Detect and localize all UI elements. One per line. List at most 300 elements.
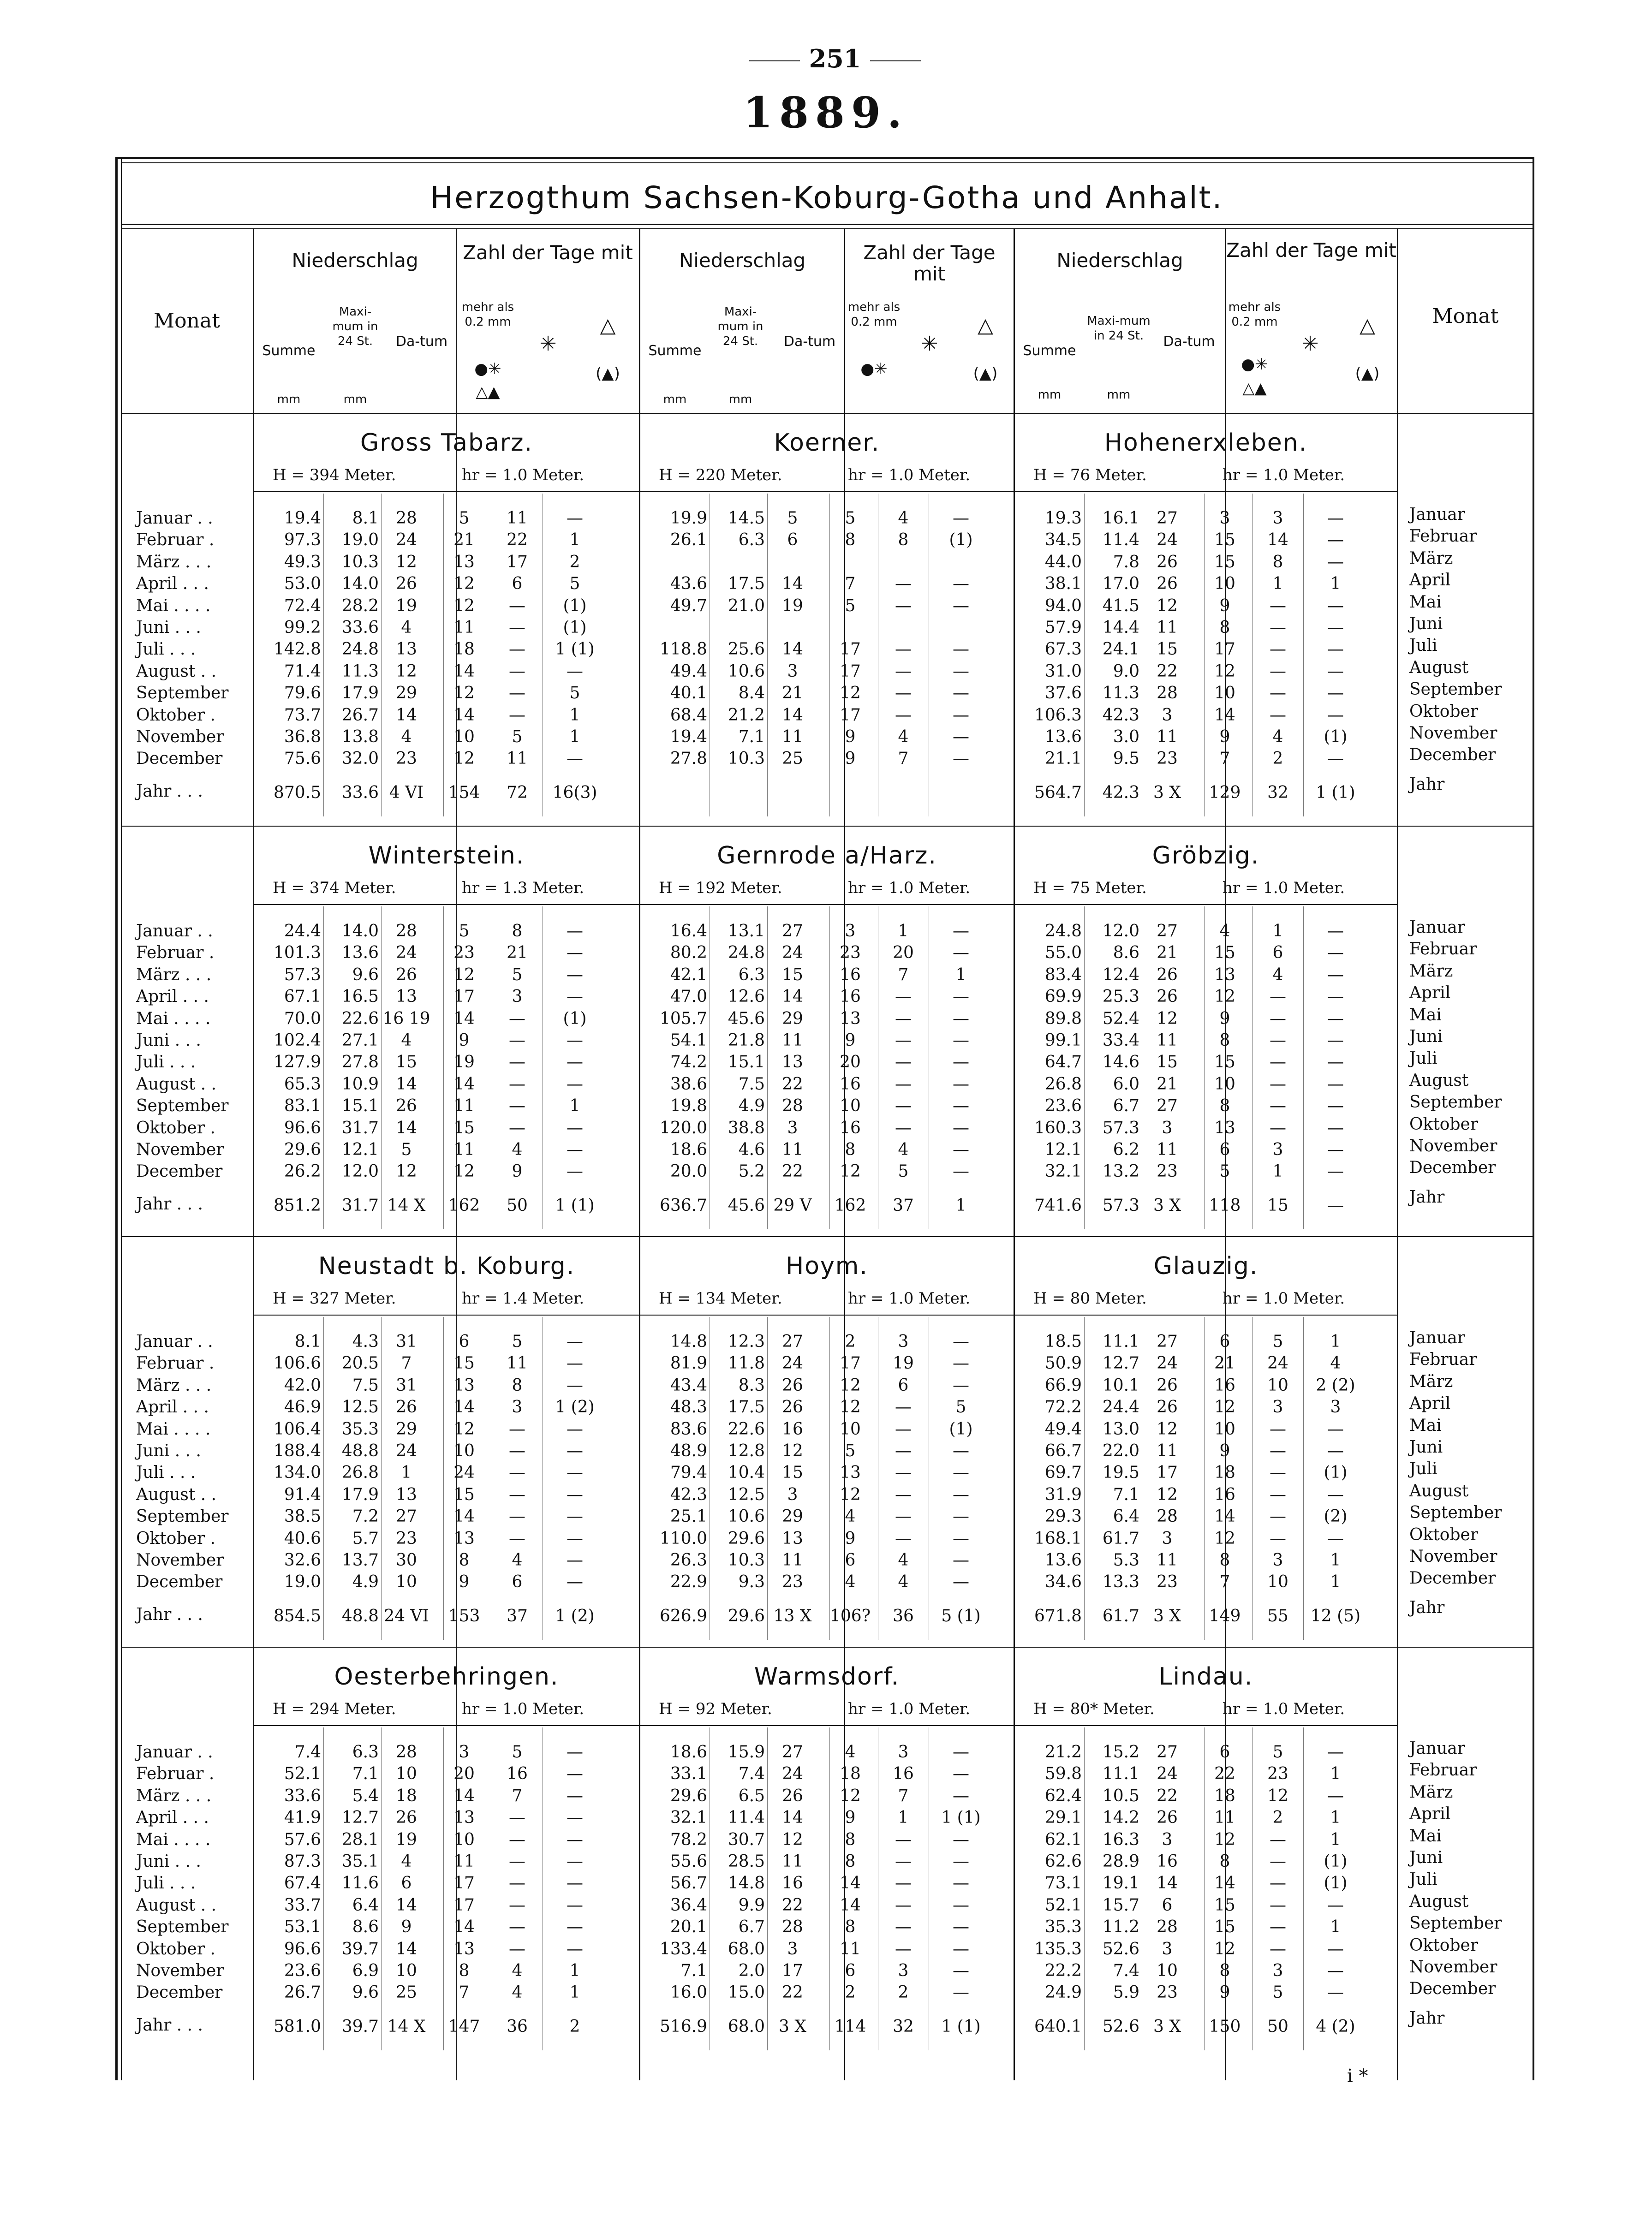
table-cell: 13 — [1214, 965, 1235, 984]
station-name: Lindau. — [1158, 1663, 1253, 1691]
table-cell: 27 — [1157, 1332, 1178, 1351]
table-cell: 120.0 — [659, 1118, 707, 1137]
station-hr: hr = 1.0 Meter. — [848, 879, 971, 897]
table-cell: 26.7 — [284, 1983, 321, 2002]
jahr-cell: 50 — [507, 1196, 528, 1215]
table-cell: 14 — [396, 1939, 417, 1959]
mehr-als-header: mehr als 0.2 mm — [461, 300, 514, 329]
jahr-cell: 36 — [893, 1607, 914, 1626]
table-cell: 26 — [396, 1096, 417, 1116]
hail-icon: △ — [1360, 314, 1375, 337]
table-cell: — — [1327, 1743, 1344, 1762]
table-cell: 12 — [1157, 1485, 1178, 1504]
table-cell: — — [953, 1096, 969, 1116]
table-cell: 17 — [840, 661, 861, 681]
table-cell: — — [953, 1463, 969, 1483]
table-cell: — — [509, 640, 525, 659]
month-label-right: Januar — [1409, 1328, 1465, 1347]
table-cell: 12 — [453, 965, 475, 984]
table-cell: 19.4 — [284, 509, 321, 528]
table-cell: 12 — [1157, 1419, 1178, 1439]
month-label-right: Juli — [1409, 1459, 1437, 1479]
jahr-cell: 581.0 — [273, 2017, 321, 2036]
table-cell: 21 — [1157, 1074, 1178, 1094]
table-cell: — — [509, 1118, 525, 1137]
table-cell: 12 — [1214, 1830, 1235, 1849]
table-cell: 15 — [1214, 1917, 1235, 1937]
table-cell: — — [1270, 1485, 1286, 1504]
table-cell: 135.3 — [1034, 1939, 1082, 1959]
jahr-cell: 1 (2) — [555, 1607, 595, 1626]
table-cell: 3.0 — [1113, 727, 1139, 746]
table-cell: 46.9 — [284, 1398, 321, 1417]
table-cell: 1 — [569, 530, 580, 550]
table-cell: 91.4 — [284, 1485, 321, 1504]
elev-rule — [254, 1725, 1397, 1726]
table-cell: — — [953, 1874, 969, 1893]
table-cell: 94.0 — [1044, 596, 1082, 615]
table-cell: 35.3 — [1044, 1917, 1082, 1937]
table-cell: 13 — [840, 1009, 861, 1028]
table-cell: 26 — [1157, 1808, 1178, 1828]
table-cell: 6.3 — [738, 530, 765, 550]
table-cell: 23 — [396, 1529, 417, 1548]
table-cell: 22 — [1214, 1764, 1235, 1784]
table-cell: — — [509, 705, 525, 725]
month-label-right: Juni — [1409, 1848, 1443, 1867]
table-cell: 17 — [1157, 1463, 1178, 1483]
table-cell: — — [567, 749, 583, 768]
table-cell: 42.3 — [670, 1485, 707, 1504]
jahr-cell: 854.5 — [273, 1607, 321, 1626]
table-cell: 22 — [782, 1983, 803, 2002]
month-label-right: December — [1409, 745, 1496, 765]
table-cell: 29.1 — [1044, 1808, 1082, 1828]
table-cell: 6 — [512, 1572, 523, 1592]
month-label-left: Oktober . — [136, 705, 215, 725]
station-name: Neustadt b. Koburg. — [318, 1252, 575, 1280]
table-cell: 57.6 — [284, 1830, 321, 1849]
month-label-right: April — [1409, 983, 1451, 1003]
table-cell: 10 — [396, 1572, 417, 1592]
table-cell: — — [953, 1031, 969, 1050]
table-cell: — — [1270, 1529, 1286, 1548]
table-cell: 9.9 — [738, 1895, 765, 1915]
table-cell: 26.1 — [670, 530, 707, 550]
table-cell: 11.8 — [728, 1354, 765, 1373]
table-cell: 8.1 — [294, 1332, 321, 1351]
table-cell: 11 — [782, 1140, 803, 1159]
frame-under-title-1 — [121, 224, 1533, 225]
jahr-cell: 29.6 — [728, 1607, 765, 1626]
table-cell: — — [1270, 1895, 1286, 1915]
table-cell: 12 — [840, 1398, 861, 1417]
table-cell: 3 — [787, 1485, 798, 1504]
month-label-left: April . . . — [136, 574, 209, 594]
table-cell: 14 — [1267, 530, 1288, 550]
table-cell: — — [567, 1786, 583, 1805]
table-cell: 53.0 — [284, 574, 321, 594]
datum-header: Da-tum — [783, 333, 836, 350]
table-cell: 25 — [782, 749, 803, 768]
table-cell: 13 — [453, 1376, 475, 1395]
table-cell: 10 — [1157, 1961, 1178, 1980]
table-cell: 142.8 — [273, 640, 321, 659]
table-cell: 9 — [1219, 596, 1230, 615]
station-hr: hr = 1.0 Meter. — [1223, 1289, 1345, 1308]
table-cell: 18.5 — [1044, 1332, 1082, 1351]
table-cell: 5 — [401, 1140, 412, 1159]
table-cell: — — [509, 596, 525, 615]
jahr-cell: 870.5 — [273, 783, 321, 802]
month-label-right: Mai — [1409, 1826, 1442, 1846]
table-cell: — — [1327, 1140, 1344, 1159]
table-cell: 8.6 — [1113, 943, 1139, 963]
table-cell: — — [953, 1053, 969, 1072]
table-cell: — — [953, 922, 969, 941]
table-cell: 36.8 — [284, 727, 321, 746]
table-cell: 6.3 — [738, 965, 765, 984]
table-cell: 5 — [512, 965, 523, 984]
table-cell: 3 — [512, 1398, 523, 1417]
table-cell: — — [1270, 1874, 1286, 1893]
table-cell: 5 — [512, 1743, 523, 1762]
month-label-right: November — [1409, 724, 1497, 743]
table-cell: 8 — [512, 922, 523, 941]
table-cell: 13 — [782, 1053, 803, 1072]
month-label-left: Februar . — [136, 1764, 215, 1784]
table-cell: 10.4 — [728, 1463, 765, 1483]
table-cell: — — [953, 1572, 969, 1592]
station-elevation: H = 75 Meter. — [1033, 879, 1147, 897]
table-cell: 14 — [453, 1917, 475, 1937]
table-cell: 28 — [782, 1096, 803, 1116]
table-cell: 12.3 — [728, 1332, 765, 1351]
table-cell: — — [567, 1507, 583, 1526]
table-cell: 45.6 — [728, 1009, 765, 1028]
table-cell: — — [895, 640, 912, 659]
table-cell: 29 — [782, 1507, 803, 1526]
table-cell: — — [895, 684, 912, 703]
jahr-cell: 14 X — [387, 1196, 426, 1215]
month-label-right: Juli — [1409, 636, 1437, 655]
table-cell: — — [1327, 1961, 1344, 1980]
month-label-left: August . . — [136, 1895, 217, 1915]
table-cell: 16.1 — [1102, 509, 1139, 528]
table-cell: 8 — [1219, 1961, 1230, 1980]
table-cell: 11 — [1157, 618, 1178, 637]
month-label-right: März — [1409, 961, 1453, 981]
table-cell: — — [509, 1808, 525, 1828]
table-cell: 9.5 — [1113, 749, 1139, 768]
table-cell: 2 (2) — [1316, 1376, 1355, 1395]
table-cell: 24.1 — [1102, 640, 1139, 659]
table-cell: 17.0 — [1102, 574, 1139, 594]
jahr-cell: 3 X — [1153, 2017, 1181, 2036]
snow-icon: ✳ — [921, 332, 938, 356]
table-cell: 12 — [1214, 1398, 1235, 1417]
table-cell: 11 — [507, 509, 528, 528]
table-cell: 7.4 — [738, 1764, 765, 1784]
table-cell: 2 — [898, 1983, 909, 2002]
table-cell: — — [953, 1895, 969, 1915]
table-cell: 43.6 — [670, 574, 707, 594]
station-elevation: H = 374 Meter. — [273, 879, 396, 897]
table-cell: 8.4 — [738, 684, 765, 703]
table-cell: 101.3 — [273, 943, 321, 963]
table-cell: 13.8 — [341, 727, 379, 746]
table-cell: 10 — [1214, 1074, 1235, 1094]
table-cell: 14 — [453, 1009, 475, 1028]
table-cell: — — [895, 1917, 912, 1937]
table-cell: 29.6 — [670, 1786, 707, 1805]
table-cell: — — [1327, 1118, 1344, 1137]
table-cell: 5 — [898, 1162, 909, 1181]
table-cell: — — [953, 1507, 969, 1526]
table-cell: 17 — [840, 1354, 861, 1373]
table-cell: 16 19 — [382, 1009, 430, 1028]
table-cell: 2 — [1272, 1808, 1283, 1828]
table-cell: — — [1270, 596, 1286, 615]
table-cell: — — [1327, 596, 1344, 615]
station-name: Warmsdorf. — [754, 1663, 900, 1691]
table-cell: 4 — [401, 1852, 412, 1871]
table-cell: 14 — [396, 705, 417, 725]
table-cell: 21.1 — [1044, 749, 1082, 768]
table-cell: 24.8 — [341, 640, 379, 659]
table-cell: 5.4 — [352, 1786, 379, 1805]
sep-station2-3 — [1014, 229, 1015, 2080]
jahr-cell: 14 X — [387, 2017, 426, 2036]
table-cell: 3 — [1330, 1398, 1341, 1417]
table-cell: 6.9 — [352, 1961, 379, 1980]
table-cell: 3 — [1272, 1140, 1283, 1159]
month-label-right: Juni — [1409, 614, 1443, 633]
table-cell: 3 — [1272, 1961, 1283, 1980]
table-cell: 33.1 — [670, 1764, 707, 1784]
jahr-label-left: Jahr . . . — [136, 1195, 203, 1214]
month-label-left: September — [136, 1507, 229, 1526]
table-cell: 27 — [1157, 1096, 1178, 1116]
hail-paren-icon: (▲) — [973, 364, 998, 383]
table-cell: 6 — [845, 1961, 856, 1980]
month-label-left: April . . . — [136, 1808, 209, 1828]
table-cell: — — [895, 1096, 912, 1116]
table-cell: 13 — [396, 640, 417, 659]
table-cell: — — [509, 1507, 525, 1526]
table-cell: 5 — [845, 1441, 856, 1460]
table-cell: 6 — [1272, 943, 1283, 963]
month-label-left: Januar . . — [136, 922, 213, 941]
table-cell: 69.9 — [1044, 987, 1082, 1006]
table-cell: — — [895, 661, 912, 681]
month-label-right: Januar — [1409, 918, 1465, 937]
month-label-left: August . . — [136, 1074, 217, 1094]
table-cell: 3 — [459, 1743, 470, 1762]
table-cell: 9 — [845, 749, 856, 768]
table-cell: 12 — [782, 1441, 803, 1460]
table-cell: 3 — [787, 1118, 798, 1137]
table-cell: 31.9 — [1044, 1485, 1082, 1504]
table-cell: 8 — [459, 1551, 470, 1570]
table-cell: 14.8 — [728, 1874, 765, 1893]
table-cell: 1 — [1330, 1917, 1341, 1937]
table-cell: 28 — [396, 922, 417, 941]
table-cell: — — [509, 618, 525, 637]
table-cell: 67.4 — [284, 1874, 321, 1893]
table-cell: 7 — [898, 1786, 909, 1805]
jahr-cell: 636.7 — [659, 1196, 707, 1215]
table-cell: 27 — [1157, 1743, 1178, 1762]
column-rule — [1303, 1727, 1304, 2050]
table-cell: 80.2 — [670, 943, 707, 963]
table-cell: — — [1270, 1463, 1286, 1483]
table-cell: — — [567, 1874, 583, 1893]
jahr-cell: 57.3 — [1102, 1196, 1139, 1215]
table-cell: 4 — [898, 509, 909, 528]
table-cell: 8 — [898, 530, 909, 550]
table-cell: 7.5 — [738, 1074, 765, 1094]
table-cell: 59.8 — [1044, 1764, 1082, 1784]
table-cell: — — [953, 596, 969, 615]
table-cell: 71.4 — [284, 661, 321, 681]
station-elevation: H = 76 Meter. — [1033, 466, 1147, 484]
table-cell: — — [509, 1463, 525, 1483]
datum-header: Da-tum — [395, 333, 448, 350]
table-cell: 14.6 — [1102, 1053, 1139, 1072]
table-cell: — — [1270, 1031, 1286, 1050]
table-cell: 6 — [898, 1376, 909, 1395]
table-cell: 12 — [453, 574, 475, 594]
table-cell: 7 — [1219, 1572, 1230, 1592]
jahr-cell: 32 — [1267, 783, 1288, 802]
table-cell: — — [509, 1074, 525, 1094]
table-cell: — — [953, 987, 969, 1006]
table-cell: 49.7 — [670, 596, 707, 615]
table-cell: 24.8 — [728, 943, 765, 963]
mm-header-2: mm — [343, 393, 367, 406]
table-cell: 24 — [1157, 1354, 1178, 1373]
table-cell: 9 — [845, 1031, 856, 1050]
month-label-left: Mai . . . . — [136, 596, 211, 615]
table-cell: 19 — [453, 1053, 475, 1072]
month-label-right: December — [1409, 1979, 1496, 1999]
table-cell: 1 — [955, 965, 966, 984]
table-cell: — — [567, 1162, 583, 1181]
table-cell: 10.9 — [341, 1074, 379, 1094]
table-cell: 24 — [782, 943, 803, 963]
table-cell: — — [1327, 1529, 1344, 1548]
table-cell: 8 — [1219, 1551, 1230, 1570]
table-cell: 66.7 — [1044, 1441, 1082, 1460]
station-elevation: H = 294 Meter. — [273, 1700, 396, 1718]
table-cell: 8 — [459, 1961, 470, 1980]
jahr-cell: 129 — [1209, 783, 1241, 802]
table-cell: 9 — [459, 1572, 470, 1592]
table-cell: — — [895, 1118, 912, 1137]
table-cell: 14 — [453, 1507, 475, 1526]
table-cell: 12.0 — [341, 1162, 379, 1181]
table-cell: — — [1327, 705, 1344, 725]
jahr-cell: 3 X — [1153, 783, 1181, 802]
block-sep-1 — [121, 826, 1533, 827]
table-cell: 8 — [1219, 1852, 1230, 1871]
table-cell: 73.1 — [1044, 1874, 1082, 1893]
jahr-cell: 626.9 — [659, 1607, 707, 1626]
table-cell: 26 — [782, 1786, 803, 1805]
mehr-als-header: mehr als 0.2 mm — [1228, 300, 1281, 329]
table-cell: 11 — [782, 727, 803, 746]
table-cell: 10.5 — [1102, 1786, 1139, 1805]
table-cell: 11.6 — [341, 1874, 379, 1893]
table-cell: 12 — [1157, 596, 1178, 615]
table-cell: 79.6 — [284, 684, 321, 703]
table-cell: 9 — [845, 1808, 856, 1828]
table-cell: 8 — [845, 1140, 856, 1159]
table-cell: 28 — [1157, 684, 1178, 703]
table-cell: 36.4 — [670, 1895, 707, 1915]
table-cell: 9.0 — [1113, 661, 1139, 681]
table-cell: 6.0 — [1113, 1074, 1139, 1094]
table-cell: — — [509, 1096, 525, 1116]
table-cell: — — [895, 1074, 912, 1094]
table-cell: 1 — [569, 1983, 580, 2002]
month-label-right: August — [1409, 658, 1469, 677]
jahr-cell: 3 X — [1153, 1607, 1181, 1626]
table-cell: 72.2 — [1044, 1398, 1082, 1417]
table-cell: 24 — [1157, 530, 1178, 550]
month-label-left: Februar . — [136, 530, 215, 550]
column-rule — [1252, 906, 1253, 1229]
table-cell: — — [1270, 1507, 1286, 1526]
jahr-cell: 640.1 — [1034, 2017, 1082, 2036]
table-cell: — — [567, 1852, 583, 1871]
table-cell: 54.1 — [670, 1031, 707, 1050]
table-cell: 8 — [845, 1852, 856, 1871]
footnote-mark: i * — [1347, 2066, 1368, 2087]
month-label-left: März . . . — [136, 1376, 212, 1395]
table-cell: 3 — [898, 1332, 909, 1351]
jahr-cell: 3 X — [1153, 1196, 1181, 1215]
frame-under-header — [121, 413, 1533, 414]
station-elevation: H = 134 Meter. — [659, 1289, 782, 1308]
table-cell: 26 — [1157, 552, 1178, 572]
table-cell: 7 — [898, 965, 909, 984]
jahr-cell: 4 VI — [389, 783, 424, 802]
month-label-left: Mai . . . . — [136, 1419, 211, 1439]
page-number — [710, 44, 960, 73]
table-cell: 7.5 — [352, 1376, 379, 1395]
table-cell: 30 — [396, 1551, 417, 1570]
table-cell: 17 — [782, 1961, 803, 1980]
table-cell: 5 — [845, 509, 856, 528]
table-cell: 20.0 — [670, 1162, 707, 1181]
table-cell: 33.7 — [284, 1895, 321, 1915]
table-cell: 127.9 — [273, 1053, 321, 1072]
table-cell: 26.3 — [670, 1551, 707, 1570]
table-cell: 32.0 — [341, 749, 379, 768]
table-cell: — — [953, 749, 969, 768]
table-cell: 40.6 — [284, 1529, 321, 1548]
table-cell: 70.0 — [284, 1009, 321, 1028]
jahr-cell: 516.9 — [659, 2017, 707, 2036]
hail-icon: △ — [978, 314, 993, 337]
table-cell: 8.3 — [738, 1376, 765, 1395]
rain-snow-icon: ●✳ — [474, 360, 501, 378]
zahl-tage-header: Zahl der Tage mit — [463, 241, 633, 264]
table-cell: — — [953, 1140, 969, 1159]
table-cell: 15 — [453, 1354, 475, 1373]
